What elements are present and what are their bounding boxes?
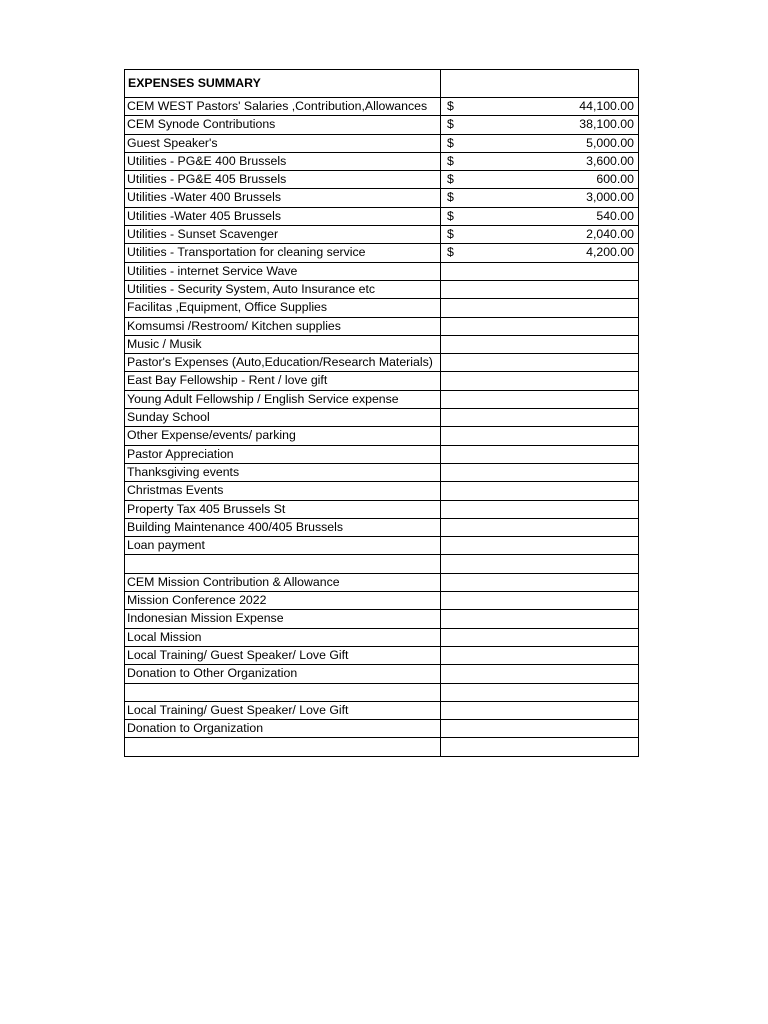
currency-symbol: $: [447, 99, 454, 113]
table-row: [125, 299, 639, 317]
table-title: EXPENSES SUMMARY: [125, 70, 441, 98]
expense-amount-cell: [441, 171, 639, 189]
table-row: [125, 409, 639, 427]
expense-amount-cell: [441, 482, 639, 500]
table-row: [125, 317, 639, 335]
table-row: [125, 445, 639, 463]
expense-amount-cell: [441, 537, 639, 555]
expense-label-cell: Local Training/ Guest Speaker/ Love Gift: [125, 701, 441, 719]
table-row: [125, 738, 639, 756]
table-row: [125, 207, 639, 225]
expense-amount-cell: [441, 390, 639, 408]
table-row: [125, 665, 639, 683]
expense-label-cell: East Bay Fellowship - Rent / love gift: [125, 372, 441, 390]
expense-amount-cell: [441, 573, 639, 591]
expense-label-cell: Utilities - PG&E 405 Brussels: [125, 171, 441, 189]
expense-label-cell: Other Expense/events/ parking: [125, 427, 441, 445]
currency-symbol: $: [447, 117, 454, 132]
expense-amount-cell: [441, 500, 639, 518]
expense-amount-cell: [441, 262, 639, 280]
expense-label-cell: Utilities -Water 405 Brussels: [125, 207, 441, 225]
expense-amount-cell: [441, 555, 639, 573]
table-row: [125, 683, 639, 701]
expenses-sheet: [124, 69, 638, 757]
table-row: [125, 244, 639, 262]
expense-label-cell: Local Mission: [125, 628, 441, 646]
expense-amount-cell: [441, 628, 639, 646]
expense-label-cell: Facilitas ,Equipment, Office Supplies: [125, 299, 441, 317]
expense-label-cell: Thanksgiving events: [125, 463, 441, 481]
expense-amount: 44,100.00: [579, 99, 634, 113]
table-row: [125, 537, 639, 555]
currency-symbol: $: [447, 245, 454, 260]
expense-amount-cell: [441, 354, 639, 372]
expense-label-cell: Sunday School: [125, 409, 441, 427]
table-row: [125, 427, 639, 445]
expense-label-cell: Loan payment: [125, 537, 441, 555]
expense-amount-cell: [441, 463, 639, 481]
expense-amount: 4,200.00: [586, 245, 634, 260]
currency-symbol: $: [447, 208, 454, 223]
expense-amount-cell: [441, 335, 639, 353]
table-row: [125, 628, 639, 646]
table-row: [125, 720, 639, 738]
expense-amount: 5,000.00: [586, 135, 634, 150]
expense-amount-cell: [441, 701, 639, 719]
expense-label-cell: CEM Mission Contribution & Allowance: [125, 573, 441, 591]
expense-amount-cell: [441, 152, 639, 170]
expense-amount-cell: [441, 646, 639, 664]
table-row: [125, 701, 639, 719]
table-row: [125, 152, 639, 170]
table-row: [125, 189, 639, 207]
expense-amount: 3,000.00: [586, 190, 634, 205]
expense-label-cell: Utilities - Transportation for cleaning service: [125, 244, 441, 262]
table-row: [125, 116, 639, 134]
expense-label-cell: Local Training/ Guest Speaker/ Love Gift: [125, 646, 441, 664]
table-row: [125, 335, 639, 353]
table-row: [125, 518, 639, 536]
currency-symbol: $: [447, 190, 454, 205]
expense-label-cell: Property Tax 405 Brussels St: [125, 500, 441, 518]
expense-amount-cell: [441, 317, 639, 335]
expense-amount: 540.00: [596, 208, 634, 223]
expense-amount-cell: [441, 592, 639, 610]
expense-label-cell: Utilities - Security System, Auto Insurance etc: [125, 280, 441, 298]
table-row: [125, 98, 639, 116]
expense-label-cell: Utilities -Water 400 Brussels: [125, 189, 441, 207]
expense-label-cell: Pastor Appreciation: [125, 445, 441, 463]
expense-amount-cell: [441, 280, 639, 298]
table-row: [125, 610, 639, 628]
currency-symbol: $: [447, 135, 454, 150]
expense-label-cell: [125, 683, 441, 701]
expense-amount-cell: [441, 720, 639, 738]
expense-amount-cell: [441, 244, 639, 262]
expense-amount-cell: [441, 610, 639, 628]
table-row: [125, 555, 639, 573]
expense-amount-cell: [441, 134, 639, 152]
currency-symbol: $: [447, 172, 454, 187]
expense-amount-cell: [441, 207, 639, 225]
table-row: [125, 372, 639, 390]
table-row: [125, 262, 639, 280]
expense-amount: 600.00: [596, 172, 634, 187]
expenses-table-body: [125, 70, 639, 757]
expense-label-cell: [125, 555, 441, 573]
expense-label-cell: Donation to Organization: [125, 720, 441, 738]
expense-label-cell: Building Maintenance 400/405 Brussels: [125, 518, 441, 536]
table-row: [125, 226, 639, 244]
table-row: [125, 573, 639, 591]
header-amount-cell: [441, 70, 639, 98]
expense-label-cell: Young Adult Fellowship / English Service expense: [125, 390, 441, 408]
expense-amount-cell: [441, 372, 639, 390]
expense-label-cell: Utilities - internet Service Wave: [125, 262, 441, 280]
table-row: [125, 592, 639, 610]
expense-label-cell: Guest Speaker's: [125, 134, 441, 152]
table-row: [125, 171, 639, 189]
expense-amount-cell: [441, 738, 639, 756]
expense-label-cell: Indonesian Mission Expense: [125, 610, 441, 628]
expense-amount: 38,100.00: [579, 117, 634, 132]
expense-amount-cell: [441, 116, 639, 134]
table-row: [125, 482, 639, 500]
expense-amount: 3,600.00: [586, 153, 634, 168]
expense-label-cell: Donation to Other Organization: [125, 665, 441, 683]
expense-label-cell: [125, 738, 441, 756]
expense-label-cell: CEM WEST Pastors' Salaries ,Contribution,Allowances: [125, 98, 441, 116]
expense-amount-cell: [441, 683, 639, 701]
expense-amount-cell: [441, 98, 639, 116]
currency-symbol: $: [447, 227, 454, 242]
expense-label-cell: Pastor's Expenses (Auto,Education/Research Materials): [125, 354, 441, 372]
table-row: [125, 646, 639, 664]
expense-label-cell: Christmas Events: [125, 482, 441, 500]
expense-label-cell: Mission Conference 2022: [125, 592, 441, 610]
expense-amount: 2,040.00: [586, 227, 634, 242]
table-row: [125, 500, 639, 518]
expenses-table: [124, 69, 639, 757]
expense-amount-cell: [441, 445, 639, 463]
expense-amount-cell: [441, 665, 639, 683]
table-row: [125, 134, 639, 152]
currency-symbol: $: [447, 153, 454, 168]
table-row: [125, 280, 639, 298]
expense-amount-cell: [441, 427, 639, 445]
expense-amount-cell: [441, 299, 639, 317]
expense-label-cell: CEM Synode Contributions: [125, 116, 441, 134]
expense-label-cell: Komsumsi /Restroom/ Kitchen supplies: [125, 317, 441, 335]
table-row: [125, 390, 639, 408]
expense-label-cell: Music / Musik: [125, 335, 441, 353]
table-row: [125, 354, 639, 372]
expense-label-cell: Utilities - PG&E 400 Brussels: [125, 152, 441, 170]
expense-amount-cell: [441, 226, 639, 244]
expense-amount-cell: [441, 189, 639, 207]
expense-amount-cell: [441, 409, 639, 427]
header-row: [125, 70, 639, 98]
table-row: [125, 463, 639, 481]
expense-label-cell: Utilities - Sunset Scavenger: [125, 226, 441, 244]
expense-amount-cell: [441, 518, 639, 536]
